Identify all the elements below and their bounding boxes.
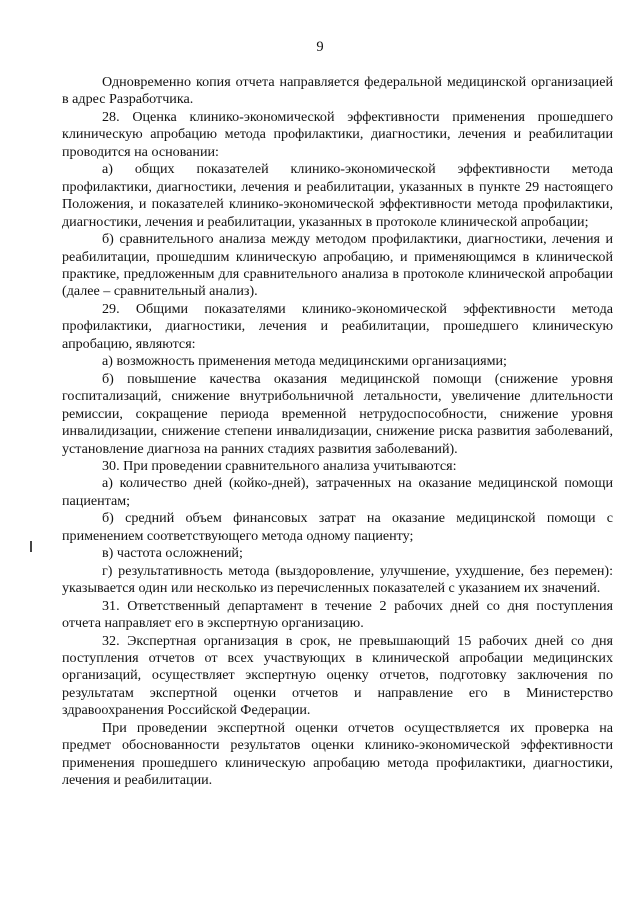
page-number: 9 <box>316 39 324 55</box>
margin-mark <box>30 541 32 552</box>
paragraph-28-a: а) общих показателей клинико-экономической эффективности метода профилактики, диагностики, лечения и реабилитации, указанных в пункте 29 настоящего Положения, и показателей клинико-экономической эффективности метода профилактики, диагностики, лечения и реабилитации, указанных в протоколе клинической апробации; <box>62 161 613 230</box>
paragraph-29-a: а) возможность применения метода медицинскими организациями; <box>102 353 507 370</box>
paragraph-32: 32. Экспертная организация в срок, не превышающий 15 рабочих дней со дня поступления отчетов от всех участвующих в клинической апробации медицинских организаций, осуществляет экспертную оценку отчетов, подготовку заключения по результатам экспертной оценки отчетов и направление его в Министерство здравоохранения Российской Федерации. <box>62 632 613 719</box>
paragraph-expert-review: При проведении экспертной оценки отчетов осуществляется их проверка на предмет обоснованности результатов оценки клинико-экономической эффективности применения прошедшего клиническую апробацию метода профилактики, диагностики, лечения и реабилитации. <box>62 719 613 789</box>
paragraph-30: 30. При проведении сравнительного анализа учитываются: <box>102 457 457 474</box>
paragraph-30-v: в) частота осложнений; <box>102 545 243 562</box>
paragraph-29-b: б) повышение качества оказания медицинской помощи (снижение уровня госпитализаций, снижение внутрибольничной летальности, увеличение длительности ремиссии, сокращение периода временной нетрудоспособности, снижение уровня инвалидизации, снижение степени инвалидизации, снижение риска развития заболеваний, установление диагноза на ранних стадиях развития заболеваний). <box>62 370 613 457</box>
paragraph-31: 31. Ответственный департамент в течение 2 рабочих дней со дня поступления отчета направляет его в экспертную организацию. <box>62 597 613 632</box>
document-body <box>62 74 613 790</box>
paragraph-28: 28. Оценка клинико-экономической эффективности применения прошедшего клиническую апробацию метода профилактики, диагностики, лечения и реабилитации проводится на основании: <box>62 108 613 160</box>
paragraph-30-b: б) средний объем финансовых затрат на оказание медицинской помощи с применением соответствующего метода одному пациенту; <box>62 510 613 544</box>
paragraph-30-a: а) количество дней (койко-дней), затраченных на оказание медицинской помощи пациентам; <box>62 475 613 509</box>
paragraph-30-g: г) результативность метода (выздоровление, улучшение, ухудшение, без перемен): указывается один или несколько из перечисленных показателей с указанием их значений. <box>62 562 613 597</box>
paragraph-29: 29. Общими показателями клинико-экономической эффективности метода профилактики, диагностики, лечения и реабилитации, прошедшего клиническую апробацию, являются: <box>62 300 613 352</box>
paragraph-28-b: б) сравнительного анализа между методом профилактики, диагностики, лечения и реабилитации, прошедшим клиническую апробацию, и применяющимся в клинической практике, предложенным для сравнительного анализа в протоколе клинической апробации (далее – сравнительный анализ). <box>62 231 613 300</box>
paragraph-copy-report: Одновременно копия отчета направляется федеральной медицинской организацией в адрес Разработчика. <box>62 74 613 108</box>
